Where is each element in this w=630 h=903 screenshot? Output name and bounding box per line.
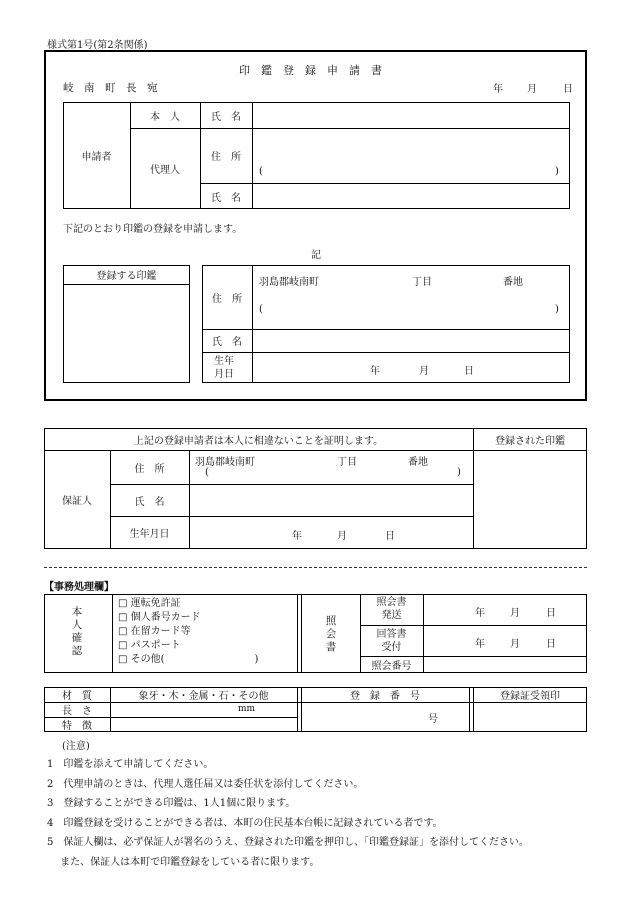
applicant-label: 申請者 xyxy=(81,152,112,163)
sent-day: 日 xyxy=(546,608,556,619)
birth-day: 日 xyxy=(464,366,474,377)
received-month: 月 xyxy=(510,639,520,650)
guarantor-town: 羽島郡岐南町 xyxy=(195,457,255,468)
notes-title: (注意) xyxy=(62,741,90,752)
check-other[interactable]: □ その他( ) xyxy=(118,654,259,665)
check-passport[interactable]: □ パスポート xyxy=(118,640,181,651)
date-day: 日 xyxy=(563,84,573,95)
material-options: 象牙・木・金属・石・その他 xyxy=(138,691,269,702)
note-item: 2 代理申請のときは、代理人選任届又は委任状を添付してください。 xyxy=(47,778,364,790)
reg-number-unit: 号 xyxy=(428,714,438,725)
date-month: 月 xyxy=(527,84,537,95)
request-text: 下記のとおり印鑑の登録を申請します。 xyxy=(63,224,243,235)
date-year: 年 xyxy=(493,84,503,95)
identity-check-label: 本人確認 xyxy=(71,606,83,657)
guarantor-banchi: 番地 xyxy=(408,457,428,468)
separator-line xyxy=(44,567,587,568)
guarantor-birth-label: 生年月日 xyxy=(129,529,170,540)
self-name-label: 氏 名 xyxy=(211,111,241,123)
registrant-address-label: 住 所 xyxy=(212,293,242,305)
note-item: 5 保証人欄は、必ず保証人が署名のうえ、登録された印鑑を押印し、「印鑑登録証」を添付してください。 xyxy=(47,837,529,848)
length-unit: mm xyxy=(238,704,256,714)
birth-year: 年 xyxy=(370,366,380,377)
received-year: 年 xyxy=(475,639,485,650)
registrant-chome: 丁目 xyxy=(412,277,432,288)
form-title: 印 鑑 登 録 申 請 書 xyxy=(239,64,382,77)
cert-receipt-label: 登録証受領印 xyxy=(500,691,560,702)
notes-list xyxy=(47,755,529,872)
proxy-address-paren-open: ( xyxy=(259,166,263,177)
registrant-name-label: 氏 名 xyxy=(212,337,242,348)
material-label: 材 質 xyxy=(62,691,92,702)
addressee: 岐 南 町 長 宛 xyxy=(63,82,158,94)
length-label: 長 さ xyxy=(62,706,92,717)
guarantor-label: 保証人 xyxy=(62,496,92,507)
proxy-address-paren-close: ) xyxy=(555,166,559,177)
registered-seal-label: 登録された印鑑 xyxy=(495,435,565,447)
self-label: 本 人 xyxy=(150,111,180,123)
note-item: また、保証人は本町で印鑑登録をしている者に限ります。 xyxy=(47,856,320,868)
note-item: 1 印鑑を添えて申請してください。 xyxy=(47,759,214,770)
id-checklist[interactable] xyxy=(118,597,258,667)
reg-number-label: 登 録 番 号 xyxy=(350,691,420,702)
guarantor-name-label: 氏 名 xyxy=(134,496,165,508)
note-item: 3 登録することができる印鑑は、1人1個に限ります。 xyxy=(47,798,296,809)
seal-register-label: 登録する印鑑 xyxy=(96,271,157,282)
proxy-name-label: 氏 名 xyxy=(211,192,241,204)
registrant-paren-open: ( xyxy=(259,304,263,315)
feature-label: 特 徴 xyxy=(62,721,92,732)
certify-text: 上記の登録申請者は本人に相違ないことを証明します。 xyxy=(133,435,384,447)
guarantor-birth-year: 年 xyxy=(292,531,302,542)
registrant-paren-close: ) xyxy=(555,304,559,315)
guarantor-birth-month: 月 xyxy=(337,531,347,542)
sent-month: 月 xyxy=(510,608,520,619)
check-drivers-license[interactable]: □ 運転免許証 xyxy=(118,598,181,609)
inquiry-sent-label: 照会書 発送 xyxy=(376,597,407,621)
proxy-label: 代理人 xyxy=(150,165,180,176)
inquiry-number-label: 照会番号 xyxy=(371,661,412,672)
ki-label: 記 xyxy=(311,250,321,261)
check-residence-card[interactable]: □ 在留カード等 xyxy=(118,626,191,637)
office-section-title: 【事務処理欄】 xyxy=(44,582,114,593)
guarantor-address-label: 住 所 xyxy=(134,463,165,475)
proxy-address-label: 住 所 xyxy=(211,152,241,163)
registrant-town: 羽島郡岐南町 xyxy=(259,277,319,288)
birth-month: 月 xyxy=(419,366,429,377)
sent-year: 年 xyxy=(475,608,485,619)
registrant-banchi: 番地 xyxy=(503,277,523,288)
note-item: 4 印鑑登録を受けることができる者は、本町の住民基本台帳に記録されている者です。 xyxy=(47,817,443,829)
guarantor-birth-day: 日 xyxy=(385,531,395,542)
received-day: 日 xyxy=(546,639,556,650)
guarantor-paren-close: ) xyxy=(457,467,461,478)
guarantor-chome: 丁目 xyxy=(337,457,357,468)
registrant-birth-label: 生年 月日 xyxy=(214,356,234,380)
form-number: 様式第1号(第2条関係) xyxy=(47,40,148,51)
guarantor-paren-open: ( xyxy=(205,467,209,478)
inquiry-label: 照会書 xyxy=(325,615,337,653)
reply-received-label: 回答書 受付 xyxy=(376,629,407,653)
check-mynumber-card[interactable]: □ 個人番号カード xyxy=(118,612,201,623)
